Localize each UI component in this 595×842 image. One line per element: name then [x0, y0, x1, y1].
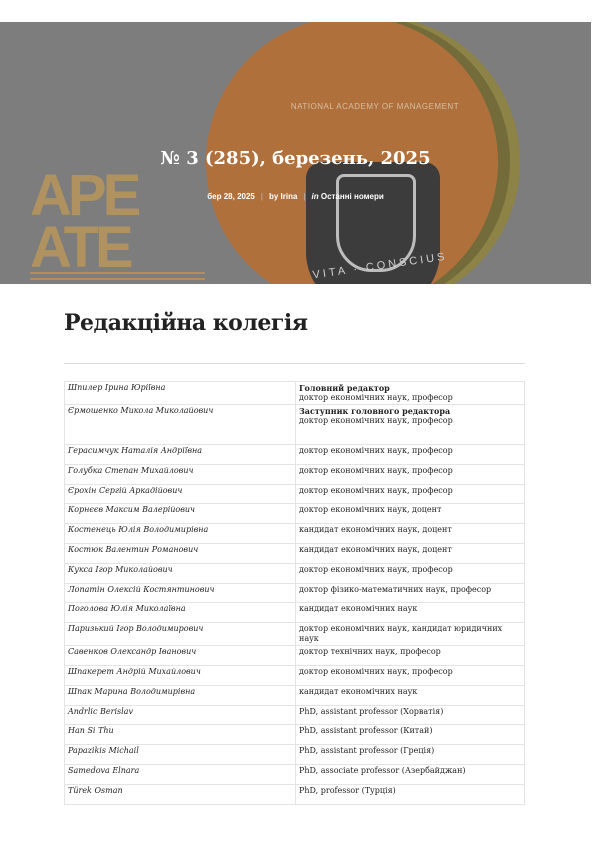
member-degree-cell — [296, 685, 525, 705]
table-row — [65, 464, 525, 484]
member-degree-cell — [296, 725, 525, 745]
coin-inscription: NATIONAL ACADEMY OF MANAGEMENT — [290, 102, 460, 111]
post-meta: бер 28, 2025 | by Irina | in Останні номери — [207, 192, 384, 201]
member-degree-cell — [296, 524, 525, 544]
page-title: Редакційна колегія — [64, 310, 308, 336]
member-degree-cell — [296, 603, 525, 623]
crest-ribbon: VITA · CONSCIUS — [311, 250, 449, 282]
member-name: Papazikis Michail — [65, 745, 296, 765]
member-degree: кандидат економічних наук, доцент — [299, 544, 452, 554]
member-degree-cell — [296, 484, 525, 504]
editorial-board-table — [64, 381, 525, 805]
member-name: Паризький Ігор Володимирович — [65, 623, 296, 646]
logo-underline — [30, 272, 205, 280]
member-degree: кандидат економічних наук — [299, 604, 418, 614]
table-row — [65, 543, 525, 563]
member-degree: доктор фізико-математичних наук, професор — [299, 584, 492, 594]
member-name: Поголова Юлія Миколаївна — [65, 603, 296, 623]
member-degree: доктор економічних наук, професор — [299, 465, 453, 475]
table-row — [65, 484, 525, 504]
member-role: Заступник головного редактора — [299, 406, 451, 416]
member-name: Єрохін Сергій Аркадійович — [65, 484, 296, 504]
member-degree-cell — [296, 705, 525, 725]
issue-title: № 3 (285), березень, 2025 — [160, 148, 431, 169]
member-degree-cell — [296, 504, 525, 524]
member-name: Türek Osman — [65, 784, 296, 804]
member-degree-cell — [296, 745, 525, 765]
member-name: Шпакерет Андрій Михайлович — [65, 665, 296, 685]
member-name: Костенець Юлія Володимирівна — [65, 524, 296, 544]
member-degree-cell — [296, 583, 525, 603]
table-row — [65, 583, 525, 603]
member-name: Єрмошенко Микола Миколайович — [65, 405, 296, 445]
member-degree: PhD, professor (Турція) — [299, 785, 396, 795]
member-name: Шпилер Ірина Юріївна — [65, 382, 296, 405]
member-degree: доктор економічних наук, професор — [299, 393, 453, 402]
member-degree: кандидат економічних наук — [299, 686, 418, 696]
title-divider — [64, 363, 525, 364]
table-row — [65, 623, 525, 646]
ape-logo: APE ATE — [30, 163, 138, 280]
member-degree: доктор економічних наук, професор — [299, 416, 453, 425]
member-degree: доктор економічних наук, професор — [299, 446, 453, 455]
table-row — [65, 405, 525, 445]
member-degree: доктор економічних наук, доцент — [299, 505, 442, 515]
table-row — [65, 705, 525, 725]
member-degree-cell — [296, 382, 525, 405]
member-degree-cell — [296, 623, 525, 646]
member-degree: PhD, associate professor (Азербайджан) — [299, 765, 466, 775]
member-degree-cell — [296, 764, 525, 784]
table-row — [65, 646, 525, 666]
member-degree: доктор економічних наук, кандидат юридичних наук — [299, 624, 503, 644]
member-degree-cell — [296, 405, 525, 445]
hero-banner — [0, 22, 591, 284]
table-row — [65, 445, 525, 465]
table-row — [65, 745, 525, 765]
member-name: Корнєєв Максим Валерійович — [65, 504, 296, 524]
member-degree: доктор економічних наук, професор — [299, 564, 453, 574]
member-name: Савенков Олександр Іванович — [65, 646, 296, 666]
table-row — [65, 665, 525, 685]
table-row — [65, 504, 525, 524]
table-row — [65, 685, 525, 705]
member-degree: PhD, assistant professor (Греція) — [299, 746, 435, 756]
member-name: Голубка Степан Михайлович — [65, 464, 296, 484]
member-role: Головний редактор — [299, 383, 390, 393]
member-name: Han Si Thu — [65, 725, 296, 745]
member-degree-cell — [296, 464, 525, 484]
member-degree: PhD, assistant professor (Китай) — [299, 726, 433, 736]
table-row — [65, 764, 525, 784]
member-degree-cell — [296, 543, 525, 563]
member-degree-cell — [296, 445, 525, 465]
post-author-link[interactable]: Irina — [280, 192, 298, 201]
member-name: Шпак Марина Володимирівна — [65, 685, 296, 705]
table-row — [65, 725, 525, 745]
member-degree: доктор економічних наук, професор — [299, 666, 453, 676]
member-name: Samedova Elnara — [65, 764, 296, 784]
member-degree-cell — [296, 665, 525, 685]
member-name: Кукса Ігор Миколайович — [65, 563, 296, 583]
table-row — [65, 524, 525, 544]
member-degree: кандидат економічних наук, доцент — [299, 525, 452, 535]
post-category-link[interactable]: Останні номери — [320, 192, 384, 201]
member-degree: доктор економічних наук, професор — [299, 485, 453, 495]
table-row — [65, 382, 525, 405]
member-degree-cell — [296, 563, 525, 583]
member-degree-cell — [296, 646, 525, 666]
member-degree: доктор технічних наук, професор — [299, 647, 441, 657]
member-degree-cell — [296, 784, 525, 804]
post-date: бер 28, 2025 — [207, 192, 255, 201]
member-name: Andrlic Berislav — [65, 705, 296, 725]
member-name: Герасимчук Наталія Андріївна — [65, 445, 296, 465]
member-degree: PhD, assistant professor (Хорватія) — [299, 706, 444, 716]
member-name: Лопатін Олексій Костянтинович — [65, 583, 296, 603]
table-row — [65, 784, 525, 804]
table-row — [65, 603, 525, 623]
member-name: Костюк Валентин Романович — [65, 543, 296, 563]
table-row — [65, 563, 525, 583]
